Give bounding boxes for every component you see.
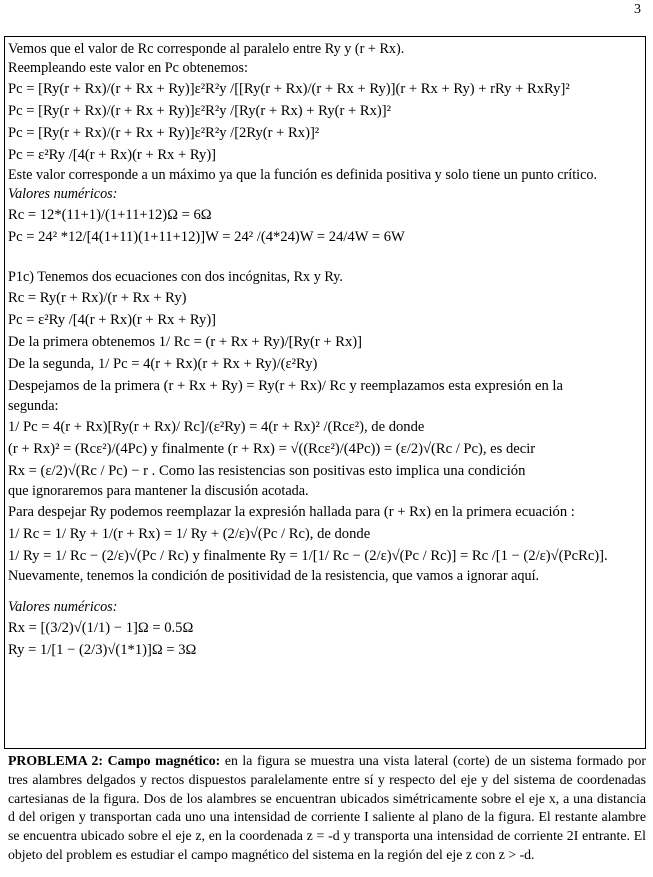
text-line: segunda: <box>8 398 59 414</box>
equation-line: Pc = [Ry(r + Rx)/(r + Rx + Ry)]ε²R²y /[Ry(r + Rx) + Ry(r + Rx)]² <box>8 103 391 119</box>
equation-line: Pc = ε²Ry /[4(r + Rx)(r + Rx + Ry)] <box>8 147 217 163</box>
equation-line: (r + Rx)² = (Rcε²)/(4Pc) y finalmente (r + Rx) = √((Rcε²)/(4Pc)) = (ε/2)√(Rc / Pc), es decir <box>8 441 536 457</box>
equation-line: 1/ Pc = 4(r + Rx)[Ry(r + Rx)/ Rc]/(ε²Ry) = 4(r + Rx)² /(Rcε²), de donde <box>8 419 425 435</box>
paragraph: Este valor corresponde a un máximo ya que la función es definida positiva y solo tiene un punto crítico. <box>8 167 598 183</box>
text-line: P1c) Tenemos dos ecuaciones con dos incógnitas, Rx y Ry. <box>8 269 343 285</box>
problem-2 <box>8 752 646 865</box>
equation-line: Pc = [Ry(r + Rx)/(r + Rx + Ry)]ε²R²y /[2Ry(r + Rx)]² <box>8 125 320 141</box>
section-label: Valores numéricos: <box>8 599 118 615</box>
text-line: que ignoraremos para mantener la discusión acotada. <box>8 483 309 499</box>
equation-line: Rx = [(3/2)√(1/1) − 1]Ω = 0.5Ω <box>8 620 194 636</box>
section-label: Valores numéricos: <box>8 186 118 202</box>
equation-line: 1/ Ry = 1/ Rc − (2/ε)√(Pc / Rc) y finalmente Ry = 1/[1/ Rc − (2/ε)√(Pc / Rc)] = Rc /[1 − (2/ε)√(PcRc)]. <box>8 548 608 564</box>
solution-content <box>8 40 644 661</box>
problem-heading: PROBLEMA 2: Campo magnético: <box>8 753 221 768</box>
equation-line: Rx = (ε/2)√(Rc / Pc) − r . Como las resistencias son positivas esto implica una condición <box>8 463 526 479</box>
page-number: 3 <box>634 2 641 17</box>
equation-line: Para despejar Ry podemos reemplazar la expresión hallada para (r + Rx) en la primera ecuación : <box>8 504 575 520</box>
equation-line: Pc = ε²Ry /[4(r + Rx)(r + Rx + Ry)] <box>8 312 217 328</box>
equation-line: De la primera obtenemos 1/ Rc = (r + Rx + Ry)/[Ry(r + Rx)] <box>8 334 362 350</box>
equation-line: De la segunda, 1/ Pc = 4(r + Rx)(r + Rx + Ry)/(ε²Ry) <box>8 356 318 372</box>
equation-line: Pc = 24² *12/[4(1+11)(1+11+12)]W = 24² /(4*24)W = 24/4W = 6W <box>8 229 405 245</box>
text-line: Reempleando este valor en Pc obtenemos: <box>8 60 248 76</box>
text-line: Vemos que el valor de Rc corresponde al paralelo entre Ry y (r + Rx). <box>8 41 405 57</box>
spacer <box>8 586 644 598</box>
equation-line: Rc = 12*(11+1)/(1+11+12)Ω = 6Ω <box>8 207 212 223</box>
spacer <box>8 248 644 268</box>
equation-line: 1/ Rc = 1/ Ry + 1/(r + Rx) = 1/ Ry + (2/ε)√(Pc / Rc), de donde <box>8 526 371 542</box>
equation-line: Rc = Ry(r + Rx)/(r + Rx + Ry) <box>8 290 187 306</box>
equation-line: Pc = [Ry(r + Rx)/(r + Rx + Ry)]ε²R²y /[[Ry(r + Rx)/(r + Rx + Ry)](r + Rx + Ry) + rRy + RxRy]² <box>8 81 570 97</box>
equation-line: Ry = 1/[1 − (2/3)√(1*1)]Ω = 3Ω <box>8 642 197 658</box>
text-line: Nuevamente, tenemos la condición de positividad de la resistencia, que vamos a ignorar aquí. <box>8 568 540 584</box>
equation-line: Despejamos de la primera (r + Rx + Ry) = Ry(r + Rx)/ Rc y reemplazamos esta expresión en la <box>8 378 563 394</box>
problem-body: en la figura se muestra una vista lateral (corte) de un sistema formado por tres alambres delgados y rectos dispuestos paralelamente entre sí y respecto del eje y del sistema de coordenadas cartesianas de la figura. Dos de los alambres se encuentran ubicados simétricamente sobre el eje x, a una distancia d del origen y transportan cada uno una intensidad de corriente I saliente al plano de la figura. El restante alambre se encuentra ubicado sobre el eje z, en la coordenada z = -d y transporta una intensidad de corriente 2I entrante. El objeto del problem es estudiar el campo magnético del sistema en la región del eje z con z > -d. <box>8 753 646 862</box>
